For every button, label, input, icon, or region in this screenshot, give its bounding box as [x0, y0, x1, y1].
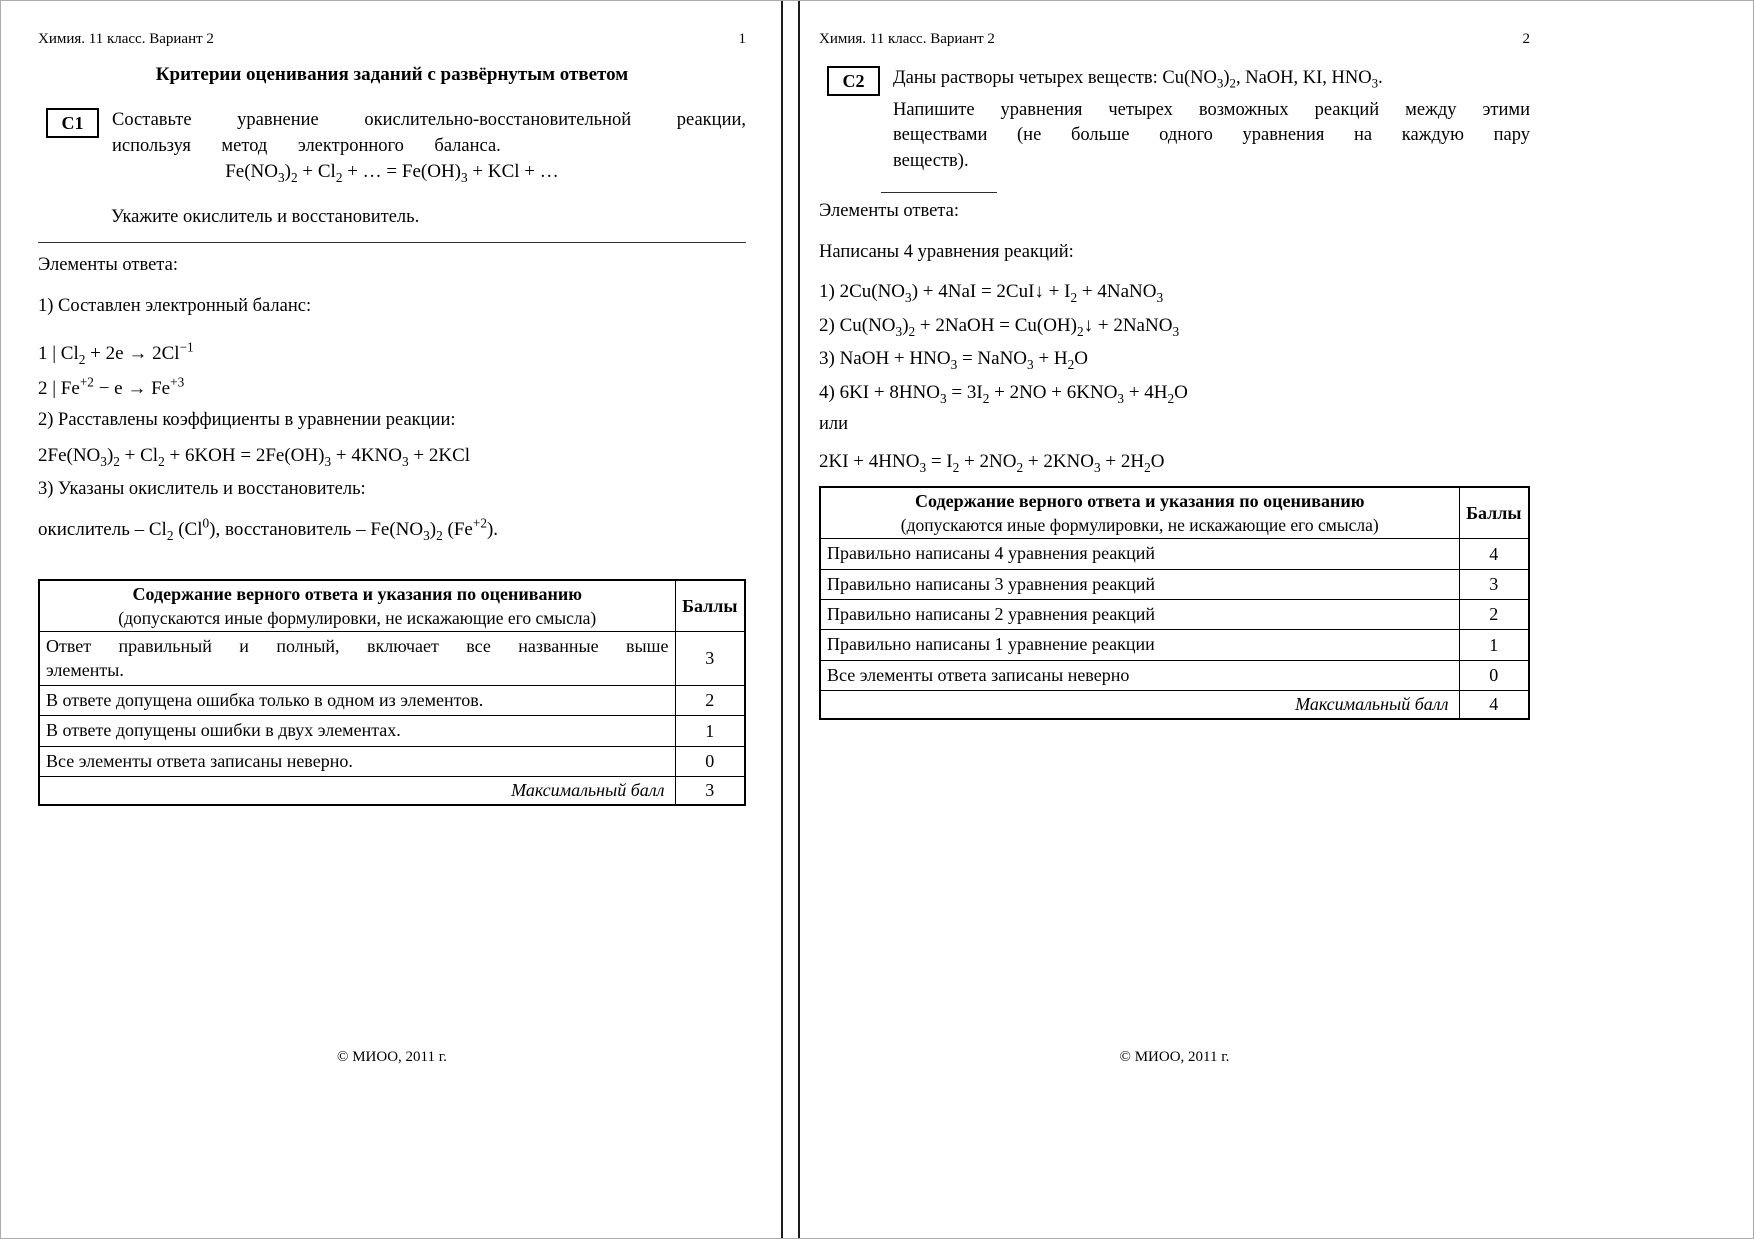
- balanced-equation: $2Fe(NO_3)_2 + Cl_2 + 6KOH = 2Fe(OH)_3 + 4KNO_3 + 2KCl$: [38, 444, 471, 469]
- criteria-row: [820, 630, 1529, 660]
- task-c1: [38, 108, 746, 159]
- criteria-cell: Правильно написаны 4 уравнения реакций: [820, 539, 1459, 569]
- reaction-equation-5: $2KI + 4HNO_3 = I_2 + 2NO_2 + 2KNO_3 + 2H_2O$: [819, 450, 1165, 475]
- max-score-row: [820, 691, 1529, 720]
- max-score-label: Максимальный балл: [820, 691, 1459, 720]
- task-c2-label: С2: [842, 70, 865, 91]
- criteria-cell: Все элементы ответа записаны неверно.: [39, 746, 675, 776]
- document-title: Критерии оценивания заданий с развёрнутым ответом: [155, 64, 629, 85]
- answer-step-1: 1) Составлен электронный баланс:: [38, 295, 312, 316]
- separator-rule: [881, 192, 997, 193]
- separator-rule: [38, 242, 746, 243]
- criteria-cell: В ответе допущена ошибка только в одном из элементов.: [39, 686, 675, 716]
- criteria-header-cell: [39, 580, 675, 632]
- reaction-equation-4: 4) $6KI + 8HNO_3 = 3I_2 + 2NO + 6KNO_3 + 4H_2O$: [819, 381, 1188, 406]
- page-footer: © МИОО, 2011 г.: [337, 1049, 447, 1065]
- reaction-equation-1: 1) $2Cu(NO_3) + 4NaI$ = 2CuI↓ + $I_2$ + 4NaNO$_3$: [819, 281, 1164, 305]
- task-c2-text: Напишите уравнения четырех возможных реакций между этими веществами (не больше одного уравнения на каждую пару веществ).: [893, 99, 1530, 171]
- task-c1-equation: $Fe(NO_3)_2 + Cl_2$ + … = $Fe(OH)_3$ + KCl + …: [225, 161, 559, 185]
- points-cell: 1: [675, 716, 745, 746]
- task-c1-body: [112, 108, 746, 159]
- balance-line-1: 1 | $Cl_2 + 2e \to 2Cl^{-1}$: [38, 339, 194, 367]
- criteria-row: [39, 716, 745, 746]
- task-c2-body: [893, 66, 1530, 174]
- scoring-header-row: [39, 580, 745, 632]
- page-number: 2: [1522, 31, 1530, 47]
- points-header-cell: Баллы: [675, 580, 745, 632]
- max-score-value: 3: [675, 777, 745, 806]
- criteria-row: [39, 632, 745, 686]
- page-1: [1, 1, 781, 1239]
- page-footer: © МИОО, 2011 г.: [1119, 1049, 1230, 1065]
- points-cell: 3: [1459, 569, 1529, 599]
- balance-line-2: 2 | $Fe^{+2} - e \to Fe^{+3}$: [38, 374, 185, 400]
- scoring-header-row: [820, 487, 1529, 539]
- criteria-header-title: Содержание верного ответа и указания по оцениванию: [132, 584, 582, 605]
- criteria-cell: Ответ правильный и полный, включает все названные выше элементы.: [39, 632, 675, 686]
- points-cell: 2: [675, 686, 745, 716]
- points-cell: 4: [1459, 539, 1529, 569]
- task-c2: [819, 66, 1530, 174]
- running-head: [38, 31, 746, 48]
- points-cell: 0: [1459, 660, 1529, 690]
- criteria-row: [820, 569, 1529, 599]
- page-2: [800, 1, 1754, 1239]
- page-2-content: [800, 1, 1754, 1239]
- running-head: [819, 31, 1530, 48]
- task-c1-label: С1: [61, 112, 84, 133]
- task-c1-note: Укажите окислитель и восстановитель.: [111, 206, 420, 227]
- task-c2-label-box: [827, 66, 880, 96]
- running-title: Химия. 11 класс. Вариант 2: [819, 31, 995, 47]
- criteria-cell: Все элементы ответа записаны неверно: [820, 660, 1459, 690]
- criteria-row: [820, 539, 1529, 569]
- answer-heading: Элементы ответа:: [38, 254, 178, 275]
- criteria-header-subtitle: (допускаются иные формулировки, не искажающие его смысла): [118, 607, 597, 628]
- criteria-row: [820, 600, 1529, 630]
- max-score-row: [39, 777, 745, 806]
- points-cell: 0: [675, 746, 745, 776]
- or-label: или: [819, 413, 849, 434]
- criteria-header-title: Содержание верного ответа и указания по оцениванию: [915, 491, 1365, 512]
- scoring-table-c2: [819, 486, 1530, 720]
- criteria-cell: Правильно написаны 2 уравнения реакций: [820, 600, 1459, 630]
- task-c1-text: Составьте уравнение окислительно-восстановительной реакции, используя метод электронного баланса.: [112, 110, 746, 156]
- points-cell: 3: [675, 632, 745, 686]
- criteria-header-subtitle: (допускаются иные формулировки, не искажающие его смысла): [900, 514, 1379, 535]
- page-number: 1: [738, 31, 746, 47]
- page-gutter: [781, 1, 800, 1239]
- points-cell: 1: [1459, 630, 1529, 660]
- points-header-cell: Баллы: [1459, 487, 1529, 539]
- oxidizer-conclusion: окислитель – $Cl_2$ (Cl$^0$), восстановитель – $Fe(NO_3)_2$ $(Fe^{+2})$.: [38, 516, 499, 544]
- task-c1-label-box: [46, 108, 99, 138]
- criteria-cell: Правильно написаны 1 уравнение реакции: [820, 630, 1459, 660]
- answer-heading: Элементы ответа:: [819, 201, 959, 222]
- criteria-row: [820, 660, 1529, 690]
- reaction-equation-3: 3) NaOH + $HNO_3$ = NaNO$_3$ + $H_2O$: [819, 348, 1089, 373]
- reaction-equation-2: 2) $Cu(NO_3)_2$ + 2NaOH = $Cu(OH)_2↓$ + 2NaNO$_3$: [819, 314, 1180, 339]
- answer-step-2: 2) Расставлены коэффициенты в уравнении реакции:: [38, 409, 456, 430]
- criteria-cell: Правильно написаны 3 уравнения реакций: [820, 569, 1459, 599]
- answer-step-3: 3) Указаны окислитель и восстановитель:: [38, 478, 366, 499]
- answer-intro: Написаны 4 уравнения реакций:: [819, 242, 1074, 263]
- task-c2-intro: Даны растворы четырех веществ: $Cu(NO_3)_2$, NaOH, KI, $HNO_3$.: [893, 68, 1383, 91]
- criteria-row: [39, 686, 745, 716]
- criteria-cell: В ответе допущены ошибки в двух элементах.: [39, 716, 675, 746]
- max-score-value: 4: [1459, 691, 1529, 720]
- points-cell: 2: [1459, 600, 1529, 630]
- criteria-header-cell: [820, 487, 1459, 539]
- running-title: Химия. 11 класс. Вариант 2: [38, 31, 214, 47]
- criteria-row: [39, 746, 745, 776]
- max-score-label: Максимальный балл: [39, 777, 675, 806]
- page-1-content: [1, 1, 781, 1239]
- scoring-table-c1: [38, 579, 746, 806]
